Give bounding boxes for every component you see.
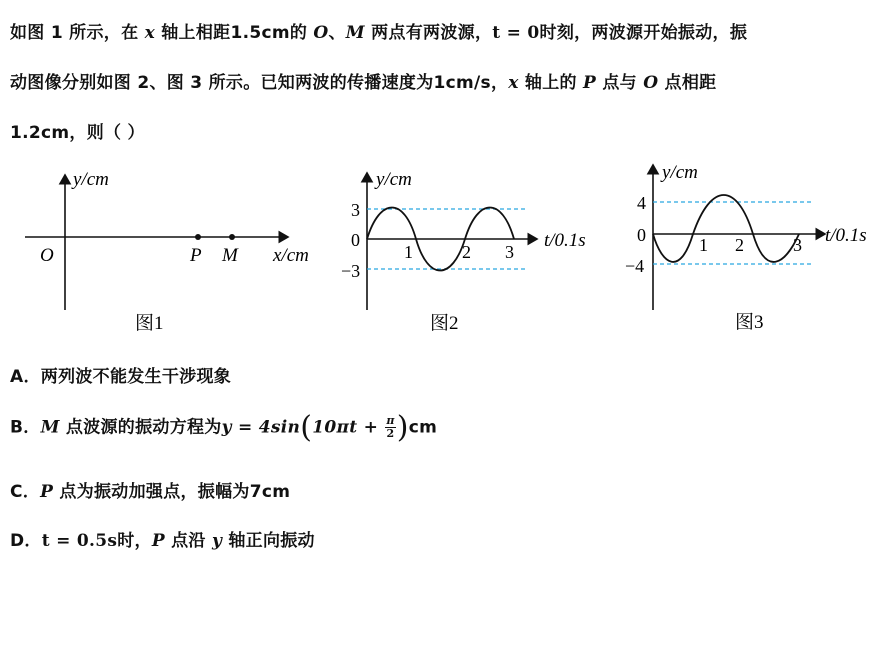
text: 如图 1 所示，在 <box>10 23 145 43</box>
y-axis-label: y/cm <box>376 169 412 190</box>
option-b[interactable] <box>10 410 437 445</box>
unit: cm <box>408 417 438 438</box>
fraction-numerator: π <box>386 414 395 427</box>
option-text: 点为振动加强点，振幅为7cm <box>53 482 291 502</box>
option-text: 时， <box>117 531 152 551</box>
var-x: x <box>144 23 156 43</box>
option-label: A． <box>10 367 41 387</box>
point-P-dot <box>195 234 201 240</box>
figure-2-caption: 图2 <box>430 313 459 334</box>
y-axis-label: y/cm <box>73 169 109 190</box>
fraction-denominator: 2 <box>386 427 395 440</box>
x-tick-1: 1 <box>404 242 413 262</box>
text: 、 <box>328 23 346 43</box>
figure-2 <box>330 165 610 335</box>
var-y: y <box>211 531 223 551</box>
x-tick-2: 2 <box>462 242 471 262</box>
point-P-label: P <box>190 245 202 266</box>
var-P: P <box>583 73 597 93</box>
option-text: 点波源的振动方程为 <box>59 417 222 438</box>
text: 两点有两波源， <box>364 23 493 43</box>
x-tick-2: 2 <box>735 235 744 255</box>
option-label: D． <box>10 531 42 551</box>
x-tick-3: 3 <box>505 242 514 262</box>
y-tick-0: 0 <box>637 225 646 245</box>
question-line-2 <box>10 68 716 93</box>
option-text: 点沿 <box>164 531 212 551</box>
equation-lhs: y = 4sin <box>221 417 301 438</box>
option-label: C． <box>10 482 41 502</box>
x-axis-label: t/0.1s <box>825 225 867 246</box>
option-d[interactable] <box>10 526 315 551</box>
option-text: 轴正向振动 <box>222 531 315 551</box>
origin-label: O <box>40 245 54 266</box>
figure-3 <box>615 160 885 335</box>
figure-1-caption: 图1 <box>135 313 164 334</box>
var-M: M <box>40 417 60 438</box>
x-axis-label: x/cm <box>273 245 309 266</box>
x-tick-3: 3 <box>793 235 802 255</box>
x-tick-1: 1 <box>699 235 708 255</box>
var-P: P <box>151 531 165 551</box>
var-M: M <box>345 23 365 43</box>
y-tick-neg4: −4 <box>625 256 645 276</box>
question-line-3 <box>10 118 145 143</box>
x-axis-label: t/0.1s <box>544 230 586 251</box>
y-tick-0: 0 <box>351 230 360 250</box>
option-label: B． <box>10 417 41 438</box>
question-line-1 <box>10 18 747 43</box>
y-tick-4: 4 <box>637 193 646 213</box>
text: 时刻，两波源开始振动，振 <box>539 23 748 43</box>
option-c[interactable] <box>10 477 290 502</box>
option-text: 两列波不能发生干涉现象 <box>40 367 232 387</box>
point-M-dot <box>229 234 235 240</box>
var-O: O <box>643 73 659 93</box>
var-P: P <box>40 482 54 502</box>
y-tick-3: 3 <box>351 200 360 220</box>
text: 1.2cm，则（ ） <box>10 123 145 143</box>
point-M-label: M <box>222 245 238 266</box>
paren-close: ) <box>396 410 409 445</box>
figure-1 <box>20 165 340 335</box>
y-axis-label: y/cm <box>662 162 698 183</box>
text: 点相距 <box>658 73 717 93</box>
option-a[interactable] <box>10 362 231 387</box>
text: 点与 <box>596 73 644 93</box>
paren-open: ( <box>300 410 313 445</box>
y-tick-neg3: −3 <box>341 261 361 281</box>
text: 动图像分别如图 2、图 3 所示。已知两波的传播速度为1cm/s， <box>10 73 509 93</box>
text: 轴上的 <box>518 73 584 93</box>
fraction-pi-over-2 <box>385 415 395 440</box>
expr-t0: t = 0 <box>492 23 540 43</box>
expr-t: t = 0.5s <box>41 531 118 551</box>
var-x: x <box>508 73 519 93</box>
figure-3-caption: 图3 <box>735 312 764 333</box>
equation-inner: 10πt + <box>312 417 385 438</box>
text: 轴上相距1.5cm的 <box>155 23 314 43</box>
sine-curve <box>653 195 799 262</box>
var-O: O <box>313 23 329 43</box>
